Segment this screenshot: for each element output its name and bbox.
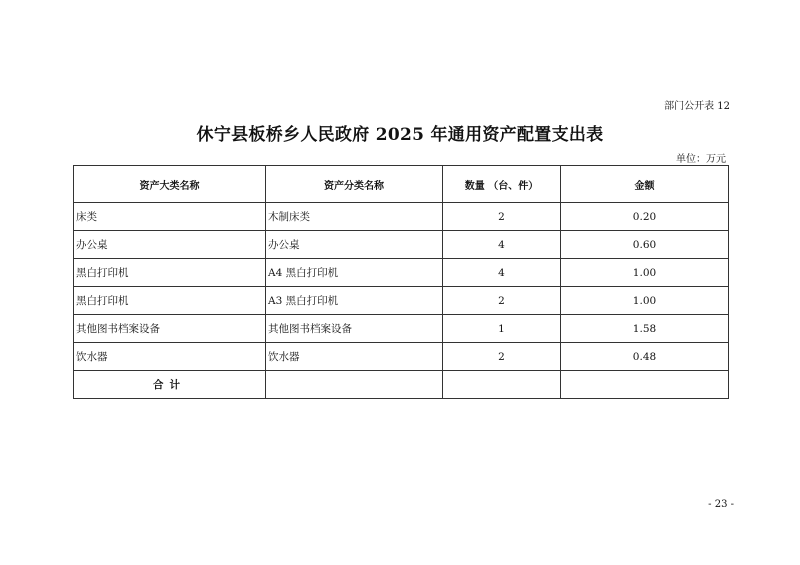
amount-cell: 1.00 [561, 287, 729, 315]
quantity-cell: 4 [443, 231, 561, 259]
table-header-row [74, 166, 729, 203]
amount-cell: 1.58 [561, 315, 729, 343]
table-number-label: 部门公开表 12 [664, 101, 730, 112]
asset-expense-table [73, 165, 729, 399]
subcategory-cell: A4 黑白打印机 [266, 259, 443, 287]
table-row [74, 203, 729, 231]
column-header-category: 资产大类名称 [74, 166, 266, 203]
unit-label: 单位：万元 [676, 154, 726, 165]
category-cell: 其他图书档案设备 [74, 315, 266, 343]
total-subcategory-cell [266, 371, 443, 399]
column-header-amount: 金额 [561, 166, 729, 203]
category-cell: 办公桌 [74, 231, 266, 259]
subcategory-cell: 办公桌 [266, 231, 443, 259]
total-amount-cell [561, 371, 729, 399]
category-cell: 饮水器 [74, 343, 266, 371]
category-cell: 黑白打印机 [74, 259, 266, 287]
page-number: - 23 - [708, 499, 734, 510]
quantity-cell: 2 [443, 203, 561, 231]
subcategory-cell: 饮水器 [266, 343, 443, 371]
subcategory-cell: A3 黑白打印机 [266, 287, 443, 315]
amount-cell: 0.60 [561, 231, 729, 259]
total-quantity-cell [443, 371, 561, 399]
table-row [74, 287, 729, 315]
category-cell: 黑白打印机 [74, 287, 266, 315]
subcategory-cell: 其他图书档案设备 [266, 315, 443, 343]
category-cell: 床类 [74, 203, 266, 231]
amount-cell: 0.20 [561, 203, 729, 231]
amount-cell: 0.48 [561, 343, 729, 371]
total-row [74, 371, 729, 399]
quantity-cell: 1 [443, 315, 561, 343]
table-row [74, 343, 729, 371]
quantity-cell: 4 [443, 259, 561, 287]
column-header-subcategory: 资产分类名称 [266, 166, 443, 203]
total-label: 合计 [74, 371, 266, 399]
subcategory-cell: 木制床类 [266, 203, 443, 231]
table-row [74, 231, 729, 259]
amount-cell: 1.00 [561, 259, 729, 287]
table-row [74, 259, 729, 287]
quantity-cell: 2 [443, 287, 561, 315]
page-title: 休宁县板桥乡人民政府 2025 年通用资产配置支出表 [196, 125, 604, 145]
column-header-quantity: 数量 （台、件） [443, 166, 561, 203]
quantity-cell: 2 [443, 343, 561, 371]
table-row [74, 315, 729, 343]
